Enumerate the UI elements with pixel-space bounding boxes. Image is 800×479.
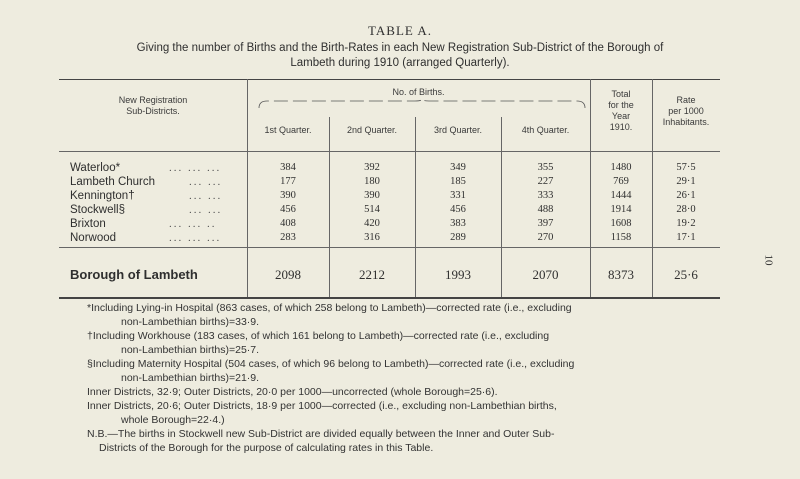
cell-total: 1608 xyxy=(610,218,632,229)
cell-total: 769 xyxy=(613,176,629,187)
footnotes xyxy=(87,301,727,455)
table-subtitle xyxy=(90,41,710,71)
cell-rate: 26·1 xyxy=(676,190,696,201)
cell-q2: 390 xyxy=(364,190,380,201)
cell-q1: 390 xyxy=(280,190,296,201)
cell-q2: 392 xyxy=(364,162,380,173)
cell-q1: 456 xyxy=(280,204,296,215)
header-total: Total for the Year 1910. xyxy=(608,89,634,132)
footnote-lying-in: *Including Lying-in Hospital (863 cases, of which 258 belong to Lambeth)—corrected rate (i.e., excluding xyxy=(87,302,572,314)
table-top-rule xyxy=(59,79,720,80)
cell-total: 1480 xyxy=(610,162,632,173)
header-births-group: No. of Births. xyxy=(392,87,445,97)
subtitle-line-1: Giving the number of Births and the Birth-Rates in each New Registration Sub-District of the Borough of xyxy=(136,42,664,54)
page-number: 10 xyxy=(762,254,775,266)
subtitle-line-2: Lambeth during 1910 (arranged Quarterly). xyxy=(290,57,510,69)
births-table xyxy=(59,79,720,297)
cell-q3: 383 xyxy=(450,218,466,229)
note-nb: N.B.—The births in Stockwell new Sub-District are divided equally between the Inner and Outer Sub- xyxy=(87,428,555,440)
cell-rate: 57·5 xyxy=(676,162,696,173)
leader-dots: ... ... xyxy=(189,190,223,202)
total-rate: 25·6 xyxy=(674,267,698,282)
note-uncorrected: Inner Districts, 32·9; Outer Districts, 20·0 per 1000—uncorrected (whole Borough=25·6). xyxy=(87,386,498,398)
births-brace xyxy=(257,99,587,109)
cell-q2: 316 xyxy=(364,232,380,243)
cell-q4: 488 xyxy=(537,204,554,215)
cell-q1: 408 xyxy=(280,218,296,229)
total-q3: 1993 xyxy=(445,267,471,282)
row-label: Norwood xyxy=(70,232,117,244)
cell-rate: 19·2 xyxy=(676,218,696,229)
header-q2: 2nd Quarter. xyxy=(346,125,398,135)
leader-dots: ... ... .. xyxy=(169,218,217,230)
cell-q1: 384 xyxy=(280,162,296,173)
leader-dots: ... ... xyxy=(189,204,223,216)
leader-dots: ... ... ... xyxy=(169,232,222,244)
header-q3: 3rd Quarter. xyxy=(433,125,483,135)
cell-q2: 514 xyxy=(364,204,380,215)
header-q4: 4th Quarter. xyxy=(521,125,570,135)
totals-top-rule xyxy=(59,247,720,248)
footnote-maternity: §Including Maternity Hospital (504 cases, of which 96 belong to Lambeth)—corrected rate (i.e., excluding xyxy=(87,358,575,370)
note-corrected-cont: whole Borough=22·4.) xyxy=(121,414,225,426)
cell-rate: 29·1 xyxy=(676,176,696,187)
column-divider xyxy=(247,79,248,297)
header-bottom-rule xyxy=(59,151,720,152)
row-label: Lambeth Church xyxy=(70,176,156,188)
footnote-workhouse: †Including Workhouse (183 cases, of which 161 belong to Lambeth)—corrected rate (i.e., excluding xyxy=(87,330,550,342)
row-label: Waterloo* xyxy=(70,162,121,174)
header-district: New Registration Sub-Districts. xyxy=(118,95,188,116)
cell-q3: 349 xyxy=(450,162,466,173)
footnote-maternity-cont: non-Lambethian births)=21·9. xyxy=(121,372,260,384)
cell-rate: 28·0 xyxy=(676,204,696,215)
cell-q2: 420 xyxy=(364,218,380,229)
cell-q1: 283 xyxy=(280,232,296,243)
note-corrected: Inner Districts, 20·6; Outer Districts, 18·9 per 1000—corrected (i.e., excluding non-Lambethian births, xyxy=(87,400,557,412)
footnote-lying-in-cont: non-Lambethian births)=33·9. xyxy=(121,316,260,328)
note-nb-cont: Districts of the Borough for the purpose of calculating rates in this Table. xyxy=(99,442,434,454)
cell-q4: 270 xyxy=(537,232,554,243)
total-q2: 2212 xyxy=(359,267,385,282)
total-q1: 2098 xyxy=(275,267,301,282)
cell-total: 1444 xyxy=(610,190,632,201)
row-label: Stockwell§ xyxy=(70,204,125,216)
cell-q3: 456 xyxy=(450,204,466,215)
cell-q1: 177 xyxy=(280,176,296,187)
cell-total: 1158 xyxy=(610,232,632,243)
totals-label: Borough of Lambeth xyxy=(70,267,198,282)
total-q4: 2070 xyxy=(532,267,559,282)
cell-q4: 227 xyxy=(537,176,554,187)
cell-total: 1914 xyxy=(610,204,632,215)
table-bottom-rule xyxy=(59,297,720,299)
cell-q3: 289 xyxy=(450,232,466,243)
cell-q4: 397 xyxy=(537,218,554,229)
row-label: Brixton xyxy=(70,218,106,230)
total-year: 8373 xyxy=(608,267,634,282)
header-rate: Rate per 1000 Inhabitants. xyxy=(662,95,710,127)
cell-q4: 333 xyxy=(537,190,554,201)
cell-rate: 17·1 xyxy=(676,232,696,243)
table-title: TABLE A. xyxy=(367,23,432,38)
row-label: Kennington† xyxy=(70,190,135,202)
footnote-workhouse-cont: non-Lambethian births)=25·7. xyxy=(121,344,260,356)
cell-q3: 331 xyxy=(450,190,466,201)
leader-dots: ... ... ... xyxy=(169,162,222,174)
cell-q3: 185 xyxy=(450,176,466,187)
leader-dots: ... ... xyxy=(189,176,223,188)
cell-q4: 355 xyxy=(537,162,554,173)
header-q1: 1st Quarter. xyxy=(264,125,312,135)
cell-q2: 180 xyxy=(364,176,380,187)
